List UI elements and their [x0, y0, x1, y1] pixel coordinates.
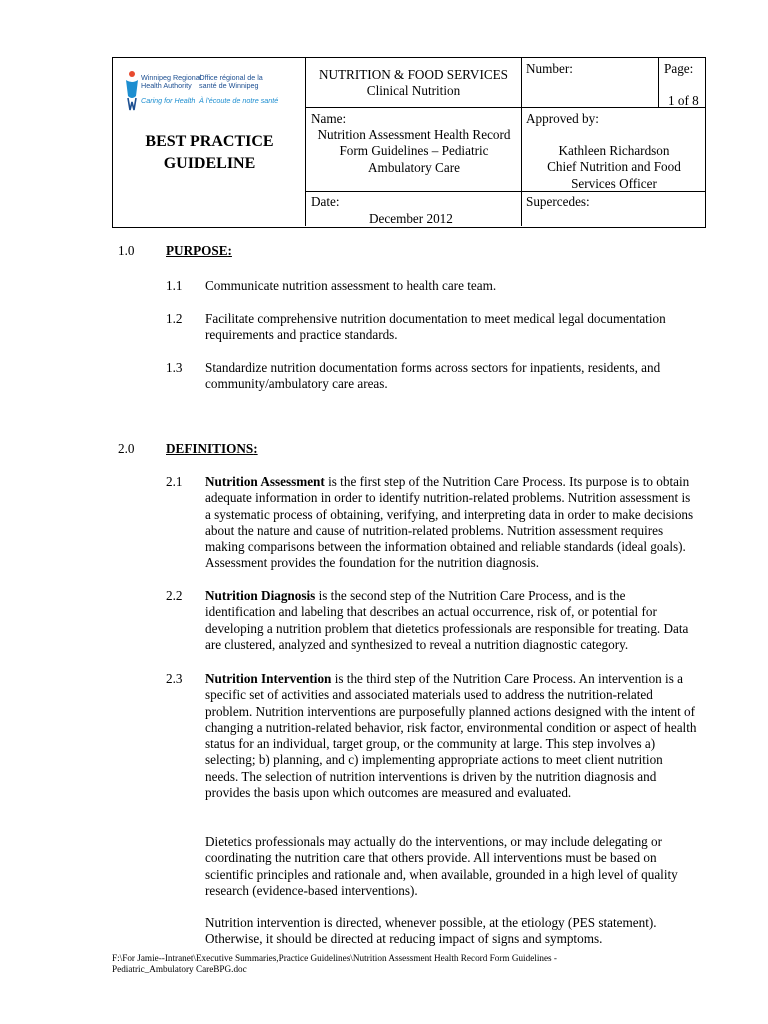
- date-value: December 2012: [369, 211, 453, 226]
- approver: [524, 143, 704, 192]
- logo-org-en-2: Health Authority: [141, 81, 192, 91]
- footer-path-line-2: Pediatric_Ambulatory CareBPG.doc: [112, 964, 247, 974]
- item-number: 1.3: [166, 360, 183, 375]
- definition-paragraph: Dietetics professionals may actually do the interventions, or may include delegating or coordinating the nutrition care that others provide. All interventions must be based on scientific principles and rationale and, when available, grounded in a high level of quality research (evidence-based interventions).: [205, 834, 678, 898]
- definition-term: Nutrition Diagnosis: [205, 588, 316, 603]
- definition-item: [205, 671, 698, 801]
- item-number: 2.2: [166, 588, 183, 603]
- approver-name: Kathleen Richardson: [558, 143, 670, 158]
- number-label: Number:: [526, 61, 573, 76]
- page-number: 1 of 8: [668, 93, 699, 108]
- section-heading-text: PURPOSE: [166, 243, 228, 258]
- department-division: Clinical Nutrition: [366, 83, 461, 99]
- department-name: NUTRITION & FOOD SERVICES: [318, 67, 509, 82]
- section-heading-definitions: DEFINITIONS:: [166, 441, 258, 456]
- footer-path-line-1: F:\For Jamie--Intranet\Executive Summaries,Practice Guidelines\Nutrition Assessment Health Record Form Guidelines -: [112, 953, 557, 963]
- department-cell: [306, 67, 521, 100]
- logo-tag-fr: À l'écoute de notre santé: [199, 96, 279, 105]
- definition-text: is the third step of the Nutrition Care Process. An intervention is a specific set of activities and associated materials used to address the nutrition-related problem. Nutrition interventions are purposefully planned actions designed with the intent of changing a nutrition-related behavior, risk factor, environmental condition or aspect of health status for an individual, target group, or the community at large. This step involves a) selecting; b) planning, and c) implementing appropriate actions to meet client nutrition needs. The selection of nutrition interventions is driven by the nutrition diagnosis and provides the basis upon which outcomes are measured and evaluated.: [205, 671, 697, 801]
- logo-org-fr-2: santé de Winnipeg: [199, 81, 259, 91]
- section-number: 1.0: [118, 243, 135, 258]
- logo-org-en-1: Winnipeg Regional: [141, 73, 202, 82]
- section-heading-text: DEFINITIONS: [166, 441, 254, 456]
- item-number: 2.1: [166, 474, 183, 489]
- wrha-logo-icon: [125, 70, 139, 112]
- guideline-name: Nutrition Assessment Health Record Form Guidelines – Pediatric Ambulatory Care: [317, 127, 511, 175]
- definition-item: [205, 588, 698, 653]
- definition-term: Nutrition Intervention: [205, 671, 332, 686]
- document-type-line-2: GUIDELINE: [163, 155, 256, 172]
- name-label: Name:: [311, 111, 347, 126]
- item-number: 2.3: [166, 671, 183, 686]
- definition-term: Nutrition Assessment: [205, 474, 325, 489]
- item-number: 1.2: [166, 311, 183, 326]
- header-table: [112, 57, 706, 228]
- approved-by-label: Approved by:: [526, 111, 599, 126]
- document-type: [113, 131, 306, 175]
- purpose-item: Standardize nutrition documentation forms across sectors for inpatients, residents, and community/ambulatory care areas.: [205, 360, 661, 392]
- definition-text: is the second step of the Nutrition Care Process, and is the identification and labeling that describes an actual occurrence, risk of, or potential for developing a nutrition problem that dietetics professionals are responsible for treating. Data are clustered, analyzed and synthesized to reveal a nutrition diagnostic category.: [205, 588, 689, 652]
- footer-file-path: [112, 953, 612, 975]
- section-number: 2.0: [118, 441, 135, 456]
- definition-item: [205, 474, 698, 572]
- logo-org-fr-1: Office régional de la: [199, 73, 263, 82]
- date-label: Date:: [311, 194, 340, 209]
- approver-title: Chief Nutrition and Food Services Officer: [547, 159, 681, 191]
- document-type-line-1: BEST PRACTICE: [145, 133, 274, 150]
- definition-text: is the first step of the Nutrition Care Process. Its purpose is to obtain adequate information in order to identify nutrition-related problems. Nutrition assessment is a systematic process of obtaining, verifying, and interpreting data in order to make decisions about the nature and cause of nutrition-related problems. Nutrition assessment requires making comparisons between the information obtained and reliable standards (ideal goals). Assessment provides the foundation for the nutrition diagnosis.: [205, 474, 694, 571]
- purpose-item: Facilitate comprehensive nutrition documentation to meet medical legal documentation requirements and practice standards.: [205, 311, 666, 343]
- wrha-logo: [125, 70, 305, 112]
- supercedes-label: Supercedes:: [526, 194, 590, 209]
- definition-paragraph: Nutrition intervention is directed, whenever possible, at the etiology (PES statement). Otherwise, it should be directed at reducing impact of signs and symptoms.: [205, 915, 657, 947]
- purpose-item: Communicate nutrition assessment to health care team.: [205, 278, 497, 293]
- item-number: 1.1: [166, 278, 183, 293]
- page-label: Page:: [664, 61, 694, 76]
- section-heading-purpose: PURPOSE:: [166, 243, 232, 258]
- logo-tag-en: Caring for Health: [141, 96, 196, 105]
